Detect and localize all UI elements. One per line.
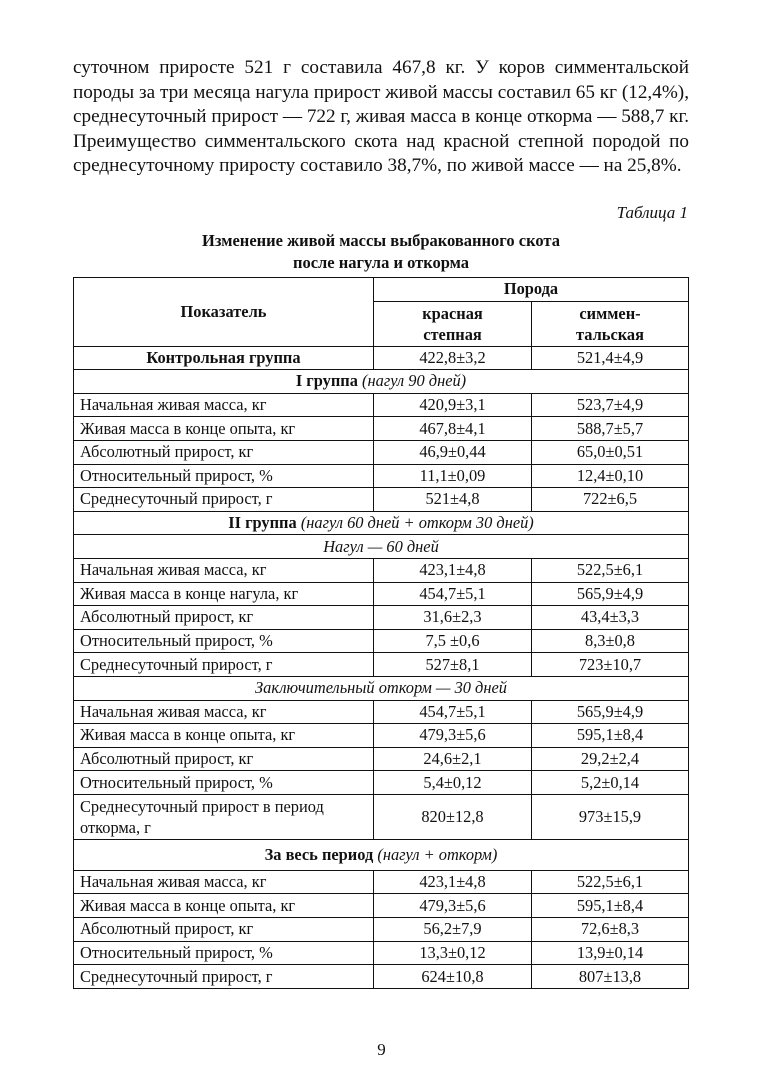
row-value-simmental: 13,9±0,14 (532, 941, 689, 965)
section-title-italic: (нагул + откорм) (377, 844, 498, 864)
header-text: красная (422, 303, 483, 323)
row-label: Среднесуточный прирост в период откорма, г (74, 794, 374, 839)
row-value-red: 479,3±5,6 (374, 724, 532, 748)
row-label: Относительный прирост, % (74, 941, 374, 965)
row-label: Относительный прирост, % (74, 629, 374, 653)
table-row (74, 393, 689, 417)
control-row (74, 346, 689, 370)
row-value-simmental: 5,2±0,14 (532, 771, 689, 795)
row-value-simmental: 29,2±2,4 (532, 747, 689, 771)
row-label: Начальная живая масса, кг (74, 393, 374, 417)
control-value-red: 422,8±3,2 (374, 346, 532, 370)
row-label: Живая масса в конце нагула, кг (74, 582, 374, 606)
group1-header (74, 370, 689, 394)
row-label: Абсолютный прирост, кг (74, 747, 374, 771)
row-value-simmental: 8,3±0,8 (532, 629, 689, 653)
table-row (74, 918, 689, 942)
table-row (74, 629, 689, 653)
row-value-simmental: 565,9±4,9 (532, 582, 689, 606)
header-row (74, 278, 689, 302)
row-value-simmental: 722±6,5 (532, 488, 689, 512)
row-value-red: 467,8±4,1 (374, 417, 532, 441)
row-label: Относительный прирост, % (74, 771, 374, 795)
group2-sub1-header-cell (74, 535, 689, 559)
table-row (74, 488, 689, 512)
row-value-red: 56,2±7,9 (374, 918, 532, 942)
group2-header-cell (74, 511, 689, 535)
section-title-italic: (нагул 90 дней) (362, 371, 467, 391)
header-indicator: Показатель (74, 278, 374, 347)
row-label: Абсолютный прирост, кг (74, 606, 374, 630)
row-value-red: 454,7±5,1 (374, 700, 532, 724)
row-label: Живая масса в конце опыта, кг (74, 417, 374, 441)
section-title-bold: За весь период (264, 844, 374, 864)
row-label: Начальная живая масса, кг (74, 700, 374, 724)
header-breed-red-steppe (374, 301, 532, 346)
row-value-simmental: 522,5±6,1 (532, 870, 689, 894)
header-text: степная (423, 324, 482, 344)
row-label: Начальная живая масса, кг (74, 870, 374, 894)
row-value-red: 7,5 ±0,6 (374, 629, 532, 653)
row-value-simmental: 807±13,8 (532, 965, 689, 989)
row-label: Относительный прирост, % (74, 464, 374, 488)
row-value-simmental: 12,4±0,10 (532, 464, 689, 488)
row-value-simmental: 588,7±5,7 (532, 417, 689, 441)
table-title-line-2: после нагула и откорма (292, 253, 470, 272)
row-value-simmental: 43,4±3,3 (532, 606, 689, 630)
page-number: 9 (377, 1040, 386, 1059)
control-label: Контрольная группа (74, 346, 374, 370)
table-row (74, 417, 689, 441)
table-row (74, 558, 689, 582)
group2-header (74, 511, 689, 535)
row-value-simmental: 522,5±6,1 (532, 558, 689, 582)
row-value-simmental: 565,9±4,9 (532, 700, 689, 724)
row-value-red: 46,9±0,44 (374, 440, 532, 464)
row-value-simmental: 523,7±4,9 (532, 393, 689, 417)
table-row (74, 700, 689, 724)
row-value-simmental: 65,0±0,51 (532, 440, 689, 464)
row-value-simmental: 723±10,7 (532, 653, 689, 677)
total-header-cell (74, 839, 689, 870)
table-row (74, 965, 689, 989)
row-value-simmental: 595,1±8,4 (532, 894, 689, 918)
row-value-red: 820±12,8 (374, 794, 532, 839)
table-row (74, 794, 689, 839)
header-breed: Порода (374, 278, 689, 302)
row-value-red: 479,3±5,6 (374, 894, 532, 918)
row-label: Живая масса в конце опыта, кг (74, 724, 374, 748)
table-row (74, 870, 689, 894)
table-row (74, 894, 689, 918)
row-value-simmental: 72,6±8,3 (532, 918, 689, 942)
table-row (74, 582, 689, 606)
table-title-line-1: Изменение живой массы выбракованного скота (202, 231, 560, 250)
row-label: Начальная живая масса, кг (74, 558, 374, 582)
row-value-red: 423,1±4,8 (374, 870, 532, 894)
row-label: Среднесуточный прирост, г (74, 488, 374, 512)
group2-sub2-header (74, 676, 689, 700)
section-title-bold: II группа (228, 513, 297, 533)
table-caption: Таблица 1 (616, 203, 688, 222)
table-row (74, 653, 689, 677)
row-value-red: 5,4±0,12 (374, 771, 532, 795)
row-value-red: 11,1±0,09 (374, 464, 532, 488)
row-label: Среднесуточный прирост, г (74, 965, 374, 989)
row-label: Абсолютный прирост, кг (74, 440, 374, 464)
row-label: Живая масса в конце опыта, кг (74, 894, 374, 918)
table-row (74, 747, 689, 771)
header-text: симмен- (579, 303, 641, 323)
table-row (74, 941, 689, 965)
table-row (74, 771, 689, 795)
group2-sub2-header-cell (74, 676, 689, 700)
section-title-italic: Заключительный откорм — 30 дней (255, 678, 507, 698)
row-value-red: 31,6±2,3 (374, 606, 532, 630)
section-title-italic: (нагул 60 дней + откорм 30 дней) (300, 513, 534, 533)
row-value-red: 423,1±4,8 (374, 558, 532, 582)
section-title-bold: I группа (295, 371, 358, 391)
header-text: тальская (576, 324, 644, 344)
table-row (74, 464, 689, 488)
row-value-red: 454,7±5,1 (374, 582, 532, 606)
row-label: Абсолютный прирост, кг (74, 918, 374, 942)
total-header (74, 839, 689, 870)
row-value-red: 420,9±3,1 (374, 393, 532, 417)
row-label: Среднесуточный прирост, г (74, 653, 374, 677)
group2-sub1-header (74, 535, 689, 559)
row-value-simmental: 595,1±8,4 (532, 724, 689, 748)
data-table (73, 277, 689, 989)
row-value-red: 527±8,1 (374, 653, 532, 677)
row-value-red: 521±4,8 (374, 488, 532, 512)
table-title (73, 230, 689, 274)
table-row (74, 440, 689, 464)
body-paragraph: суточном приросте 521 г составила 467,8 кг. У коров симментальской породы за три месяца нагула прирост живой массы составил 65 кг (12,4%), среднесуточный прирост — 722 г, живая масса в конце откорма — 588,7 кг. Преимущество симментальского скота над красной степной породой по среднесуточному приросту составило 38,7%, по живой массе — на 25,8%. (73, 57, 690, 177)
table-row (74, 606, 689, 630)
table-row (74, 724, 689, 748)
row-value-red: 24,6±2,1 (374, 747, 532, 771)
header-breed-simmental (532, 301, 689, 346)
group1-header-cell (74, 370, 689, 394)
control-value-simmental: 521,4±4,9 (532, 346, 689, 370)
section-title-italic: Нагул — 60 дней (323, 536, 439, 556)
row-value-red: 624±10,8 (374, 965, 532, 989)
row-value-red: 13,3±0,12 (374, 941, 532, 965)
row-value-simmental: 973±15,9 (532, 794, 689, 839)
